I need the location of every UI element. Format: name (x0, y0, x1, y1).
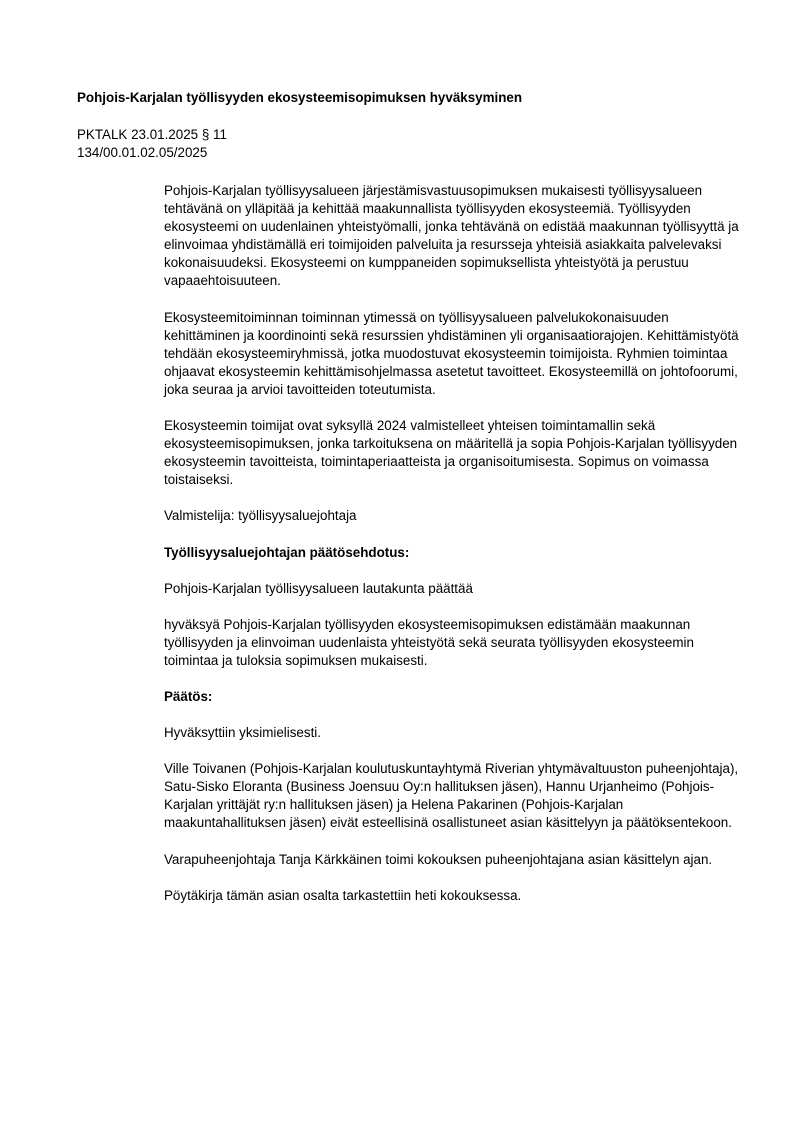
record-number: 134/00.01.02.05/2025 (77, 145, 208, 161)
proposal-intro: Pohjois-Karjalan työllisyysalueen lautakunta päättää (164, 580, 473, 596)
paragraph-intro: Pohjois-Karjalan työllisyysalueen järjestämisvastuusopimuksen mukaisesti työllisyysalueen tehtävänä on ylläpitää ja kehittää maakunnallista työllisyyden ekosysteemiä. Työllisyyden ekosysteemi on uudenlainen yhteistyömalli, jonka tehtävänä on edistää maakunnan työllisyyttä ja elinvoimaa yhdistämällä eri toimijoiden palveluita ja resursseja yhteisiä asiakkaita palvelevaksi kokonaisuudeksi. Ekosysteemi on kumppaneiden sopimuksellista yhteistyötä ja perustuu vapaaehtoisuuteen. (164, 183, 739, 289)
disqualification-text: Ville Toivanen (Pohjois-Karjalan koulutuskuntayhtymä Riverian yhtymävaltuuston puheenjohtaja), Satu-Sisko Eloranta (Business Joensuu Oy:n hallituksen jäsen), Hannu Urjanheimo (Pohjois-Karjalan yrittäjät ry:n hallituksen jäsen) ja Helena Pakarinen (Pohjois-Karjalan maakuntahallituksen jäsen) eivät esteellisinä osallistuneet asian käsittelyyn ja päätöksentekoon. (164, 761, 739, 831)
document-body (164, 182, 739, 923)
meeting-reference: PKTALK 23.01.2025 § 11 (77, 127, 227, 142)
proposal-heading: Työllisyysaluejohtajan päätösehdotus: (164, 544, 410, 560)
chair-text: Varapuheenjohtaja Tanja Kärkkäinen toimi kokouksen puheenjohtajana asian käsittelyn ajan. (164, 851, 713, 867)
paragraph-model: Ekosysteemin toimijat ovat syksyllä 2024 valmistelleet yhteisen toimintamallin sekä ekosysteemisopimuksen, jonka tarkoituksena on määritellä ja sopia Pohjois-Karjalan työllisyyden ekosysteemin tavoitteista, toimintaperiaatteista ja organisoitumisesta. Sopimus on voimassa toistaiseksi. (164, 418, 738, 488)
document-title: Pohjois-Karjalan työllisyyden ekosysteemisopimuksen hyväksyminen (77, 90, 523, 105)
preparer-line: Valmistelija: työllisyysaluejohtaja (164, 508, 357, 524)
paragraph-core: Ekosysteemitoiminnan toiminnan ytimessä on työllisyysalueen palvelukokonaisuuden kehittäminen ja koordinointi sekä resurssien yhdistäminen yli organisaatiorajojen. Kehittämistyötä tehdään ekosysteemiryhmissä, jotka muodostuvat ekosysteemin toimijoista. Ryhmien toimintaa ohjaavat ekosysteemin kehittämisohjelmassa asetetut tavoitteet. Ekosysteemillä on johtofoorumi, joka seuraa ja arvioi tavoitteiden toteutumista. (164, 309, 739, 397)
minutes-text: Pöytäkirja tämän asian osalta tarkastettiin heti kokouksessa. (164, 887, 522, 903)
document-references (77, 126, 227, 162)
proposal-text: hyväksyä Pohjois-Karjalan työllisyyden ekosysteemisopimuksen edistämään maakunnan työllisyyden ja elinvoiman uudenlaista yhteistyötä sekä seurata työllisyyden ekosysteemin toimintaa ja tuloksia sopimuksen mukaisesti. (164, 616, 694, 668)
decision-text: Hyväksyttiin yksimielisesti. (164, 725, 321, 741)
decision-heading: Päätös: (164, 688, 213, 704)
